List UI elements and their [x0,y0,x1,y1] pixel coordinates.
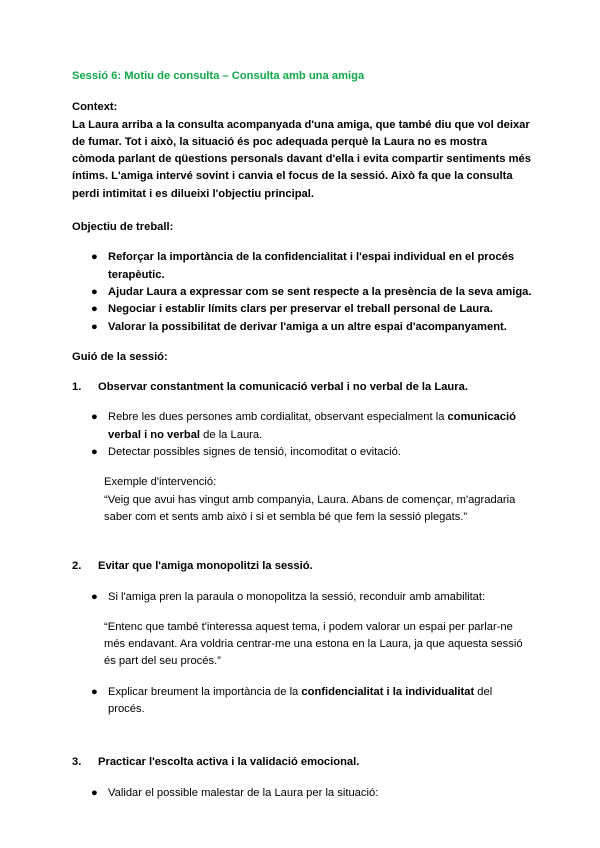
list-item [72,684,532,719]
bullet-icon: ● [91,303,98,316]
step-title: Observar constantment la comunicació verbal i no verbal de la Laura. [98,381,468,394]
quote-block [72,619,532,671]
objectives-label: Objectiu de treball: [72,221,174,234]
bullet-icon: ● [91,320,98,333]
bullet-icon: ● [91,685,98,698]
bullet-icon: ● [91,411,98,424]
bullet-text-post: de la Laura. [200,428,263,441]
context-text: La Laura arriba a la consulta acompanyada d'una amiga, que també diu que vol deixar de fumar. Tot i això, la situació és poc adequada perquè la Laura no es mostra còmoda parlant de qüestions personals davant d'ella i evita compartir sentiments més íntims. L'amiga intervé sovint i canvia el focus de la sessió. Això fa que la consulta perdi intimitat i es dilueixi l'objectiu principal. [72,118,531,200]
page-title: Sessió 6: Motiu de consulta – Consulta amb una amiga [72,70,365,82]
bullet-text-pre: Explicar breument la importància de la [108,685,302,698]
document-page [72,68,532,802]
bullet-text-bold: comunicació verbal i no verbal [108,411,516,441]
bullet-icon: ● [91,446,98,459]
objectives-list [72,249,532,335]
step-1-heading [72,379,532,396]
list-item [72,284,532,301]
step-1-list [72,409,532,461]
list-item [72,444,532,461]
step-2-heading [72,558,532,575]
step-number: 2. [72,560,82,573]
list-item [72,589,532,606]
example-label: Exemple d'intervenció: [104,476,217,489]
objective-text: Ajudar Laura a expressar com se sent respecte a la presència de la seva amiga. [108,285,532,298]
bullet-text: Si l'amiga pren la paraula o monopolitza la sessió, reconduir amb amabilitat: [108,590,486,603]
bullet-icon: ● [91,786,98,799]
step-number: 1. [72,381,82,394]
step-number: 3. [72,756,82,769]
bullet-icon: ● [91,285,98,298]
list-item [72,301,532,318]
bullet-text: Validar el possible malestar de la Laura per la situació: [108,786,379,799]
bullet-icon: ● [91,590,98,603]
objective-text: Negociar i establir límits clars per preservar el treball personal de Laura. [108,303,493,316]
bullet-icon: ● [91,251,98,264]
step-2-list [72,589,532,606]
step-3-heading [72,754,532,771]
objective-text: Reforçar la importància de la confidencialitat i l'espai individual en el procés terapèutic. [108,251,515,281]
list-item [72,785,532,802]
objective-text: Valorar la possibilitat de derivar l'amiga a un altre espai d'acompanyament. [108,320,507,333]
example-block [72,474,532,526]
list-item [72,319,532,336]
list-item [72,409,532,444]
bullet-text-bold: confidencialitat i la individualitat [301,685,475,698]
example-text: “Veig que avui has vingut amb companyia, Laura. Abans de començar, m'agradaria saber com et sents amb això i si et sembla bé que fem la sessió plegats.” [104,493,516,523]
quote-text: “Entenc que també t'interessa aquest tema, i podem valorar un espai per parlar-ne més endavant. Ara voldria centrar-me una estona en la Laura, ja que aquesta sessió és part del seu procés.” [104,620,523,668]
step-title: Practicar l'escolta activa i la validació emocional. [98,756,360,769]
bullet-text-post: del procés. [108,685,493,716]
script-label: Guió de la sessió: [72,350,168,363]
step-2-list-b [72,684,532,719]
bullet-text: Detectar possibles signes de tensió, incomoditat o evitació. [108,446,401,459]
context-label: Context: [72,101,118,114]
list-item [72,249,532,284]
bullet-text-pre: Rebre les dues persones amb cordialitat, observant especialment la [108,411,448,424]
step-3-list [72,785,532,802]
step-title: Evitar que l'amiga monopolitzi la sessió. [98,560,313,573]
